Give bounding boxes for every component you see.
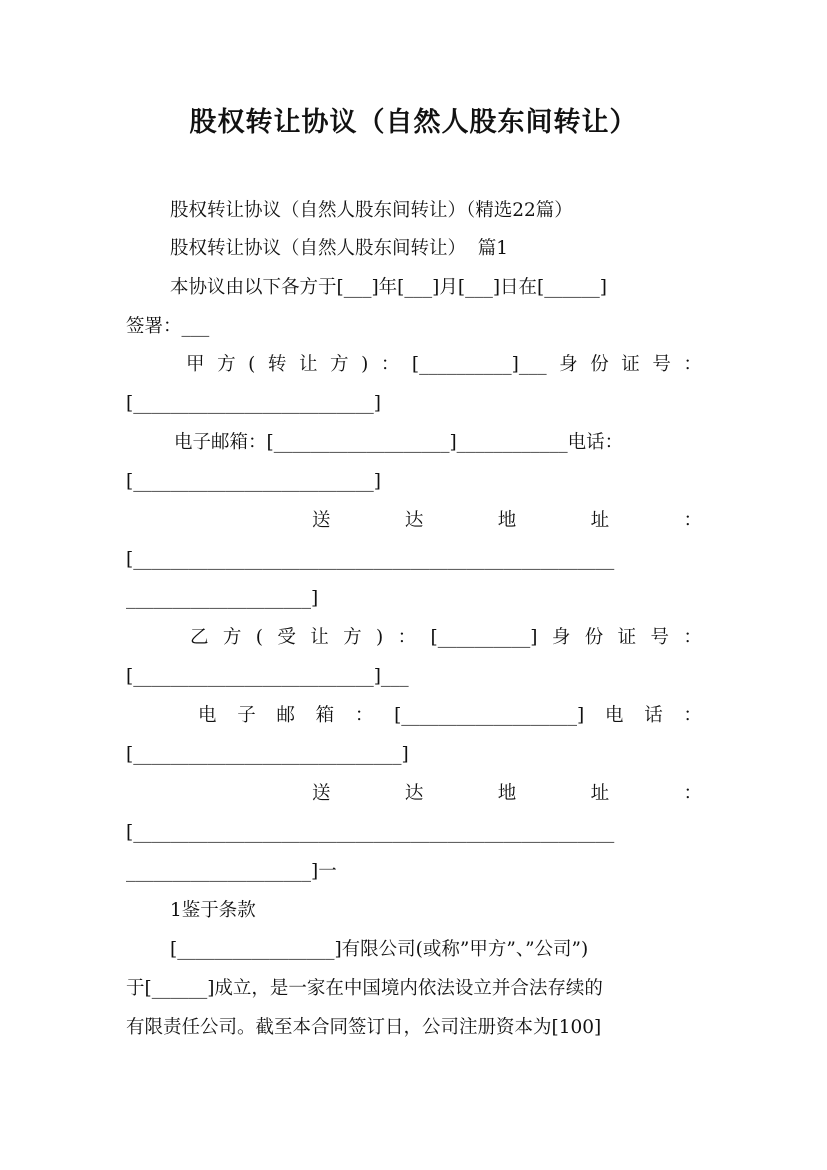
email-a-line: 电子邮箱：[___________________]____________电话： xyxy=(174,432,624,453)
party-a-part: 转 xyxy=(267,354,287,375)
paragraph-line: [____________________________________________________ xyxy=(126,822,615,843)
paragraph-line: 于[______]成立，是一家在中国境内依法设立并合法存续的 xyxy=(126,978,603,999)
party-b-part: 让 xyxy=(310,627,329,648)
address-b-line xyxy=(312,781,702,807)
paragraph-line: 本协议由以下各方于[___]年[___]月[___]日在[______] xyxy=(170,277,607,298)
paragraph-line: [____________________________________________________ xyxy=(126,549,615,570)
address-a-line xyxy=(312,508,702,534)
party-b-part: ) xyxy=(376,627,384,648)
party-b-line xyxy=(190,625,702,651)
party-b-part: 号 xyxy=(650,627,670,648)
subtitle-line: 股权转让协议（自然人股东间转让）（精选22篇） xyxy=(170,200,573,221)
party-a-part: ( xyxy=(248,354,256,375)
party-b-part: [__________] xyxy=(430,627,538,648)
email-b-part: [___________________] xyxy=(394,705,585,726)
address-a-part: 址 xyxy=(590,510,610,531)
party-b-part: 份 xyxy=(584,627,604,648)
address-b-part: 送 xyxy=(312,783,331,804)
email-b-line xyxy=(198,703,702,729)
email-b-part: ： xyxy=(354,705,374,726)
party-a-part: 甲 xyxy=(186,354,205,375)
email-b-part: ： xyxy=(683,705,702,726)
address-a-part: ： xyxy=(683,510,702,531)
party-b-part: 证 xyxy=(617,627,637,648)
party-a-part: 号 xyxy=(652,354,671,375)
address-a-part: 达 xyxy=(404,510,424,531)
party-a-part: 份 xyxy=(590,354,609,375)
paragraph-line: [__________________________] xyxy=(126,393,381,414)
section-heading: 股权转让协议（自然人股东间转让） 篇1 xyxy=(170,238,509,259)
paragraph-line: 签署：___ xyxy=(126,316,210,337)
party-b-part: ： xyxy=(683,627,702,648)
paragraph-line: ____________________]一 xyxy=(126,861,337,882)
email-b-part: 邮 xyxy=(276,705,295,726)
address-b-part: 址 xyxy=(590,783,610,804)
party-a-part: ： xyxy=(380,354,400,375)
party-a-part: 方 xyxy=(330,354,349,375)
party-a-part: 证 xyxy=(621,354,640,375)
paragraph-line: [_____________________________] xyxy=(126,744,409,765)
paragraph-line: ____________________] xyxy=(126,588,319,609)
address-b-part: ： xyxy=(683,783,702,804)
address-a-part: 送 xyxy=(312,510,331,531)
party-b-part: ： xyxy=(397,627,417,648)
address-a-part: 地 xyxy=(497,510,517,531)
party-a-part: [__________]___ xyxy=(411,354,547,375)
email-b-part: 子 xyxy=(237,705,256,726)
email-b-part: 电 xyxy=(198,705,217,726)
party-a-part: 身 xyxy=(559,354,578,375)
email-b-part: 箱 xyxy=(315,705,335,726)
party-b-part: 方 xyxy=(343,627,362,648)
email-b-part: 话 xyxy=(644,705,663,726)
party-b-part: 方 xyxy=(222,627,242,648)
party-b-part: 乙 xyxy=(190,627,209,648)
party-a-part: ) xyxy=(361,354,369,375)
address-b-part: 达 xyxy=(404,783,424,804)
party-a-part: 方 xyxy=(217,354,236,375)
party-b-part: ( xyxy=(255,627,263,648)
email-b-part: 电 xyxy=(604,705,624,726)
paragraph-line: 有限责任公司。截至本合同签订日，公司注册资本为[100] xyxy=(126,1017,602,1038)
clause-heading: 1鉴于条款 xyxy=(170,900,256,921)
paragraph-line: [__________________________] xyxy=(126,471,381,492)
address-b-part: 地 xyxy=(497,783,517,804)
party-b-part: 身 xyxy=(551,627,571,648)
party-a-part: 让 xyxy=(298,354,318,375)
party-a-part: ： xyxy=(683,354,702,375)
document-title: 股权转让协议（自然人股东间转让） xyxy=(189,107,638,138)
paragraph-line: [_________________]有限公司(或称”甲方”、”公司”) xyxy=(170,939,589,960)
paragraph-line: [__________________________]___ xyxy=(126,666,409,687)
party-a-line xyxy=(186,352,702,378)
party-b-part: 受 xyxy=(277,627,296,648)
